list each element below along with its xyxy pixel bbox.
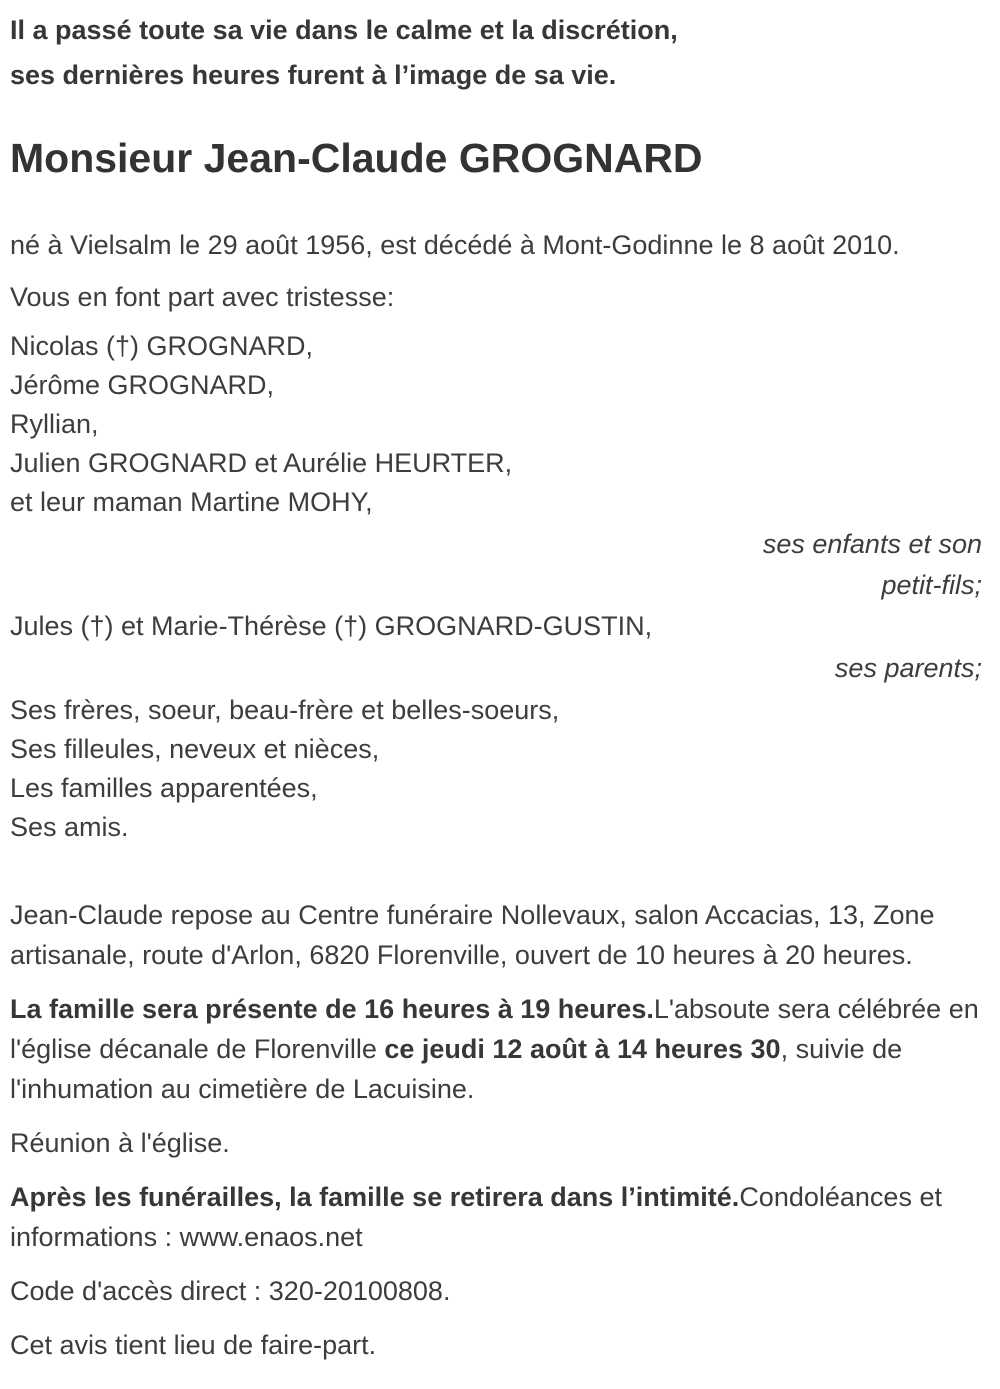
relation-parents-label: ses parents; bbox=[834, 653, 982, 683]
after-funeral-bold: Après les funérailles, la famille se retirera dans l’intimité. bbox=[10, 1182, 740, 1212]
access-code-line: Code d'accès direct : 320-20100808. bbox=[10, 1276, 451, 1306]
relatives-line: Ses amis. bbox=[10, 812, 129, 842]
condolences-text: Condoléances et informations : www.enaos.net bbox=[10, 1182, 942, 1252]
deceased-name-title: Monsieur Jean-Claude GROGNARD bbox=[10, 135, 703, 181]
intro-epitaph bbox=[10, 8, 982, 98]
absoute-text: L'absoute sera célébrée en l'église décanale de Florenville bbox=[10, 994, 979, 1064]
service-paragraph bbox=[10, 989, 982, 1109]
family-member: Julien GROGNARD et Aurélie HEURTER, bbox=[10, 448, 513, 478]
reunion-line: Réunion à l'église. bbox=[10, 1128, 230, 1158]
inhumation-text: , suivie de l'inhumation au cimetière de Lacuisine. bbox=[10, 1034, 903, 1104]
parents-line: Jules (†) et Marie-Thérèse (†) GROGNARD-GUSTIN, bbox=[10, 611, 653, 641]
family-presence-bold: La famille sera présente de 16 heures à 19 heures. bbox=[10, 994, 654, 1024]
family-member: Nicolas (†) GROGNARD, bbox=[10, 331, 314, 361]
ceremony-date-bold: ce jeudi 12 août à 14 heures 30 bbox=[384, 1034, 781, 1064]
family-member: Ryllian, bbox=[10, 409, 99, 439]
repose-paragraph: Jean-Claude repose au Centre funéraire Nollevaux, salon Accacias, 13, Zone artisanale, route d'Arlon, 6820 Florenville, ouvert de 10 heures à 20 heures. bbox=[10, 900, 935, 970]
relatives-line: Ses frères, soeur, beau-frère et belles-soeurs, bbox=[10, 695, 560, 725]
other-relatives-list bbox=[10, 691, 982, 847]
family-member: et leur maman Martine MOHY, bbox=[10, 487, 373, 517]
family-list bbox=[10, 327, 982, 522]
final-note-line: Cet avis tient lieu de faire-part. bbox=[10, 1330, 377, 1360]
intro-line-2: ses dernières heures furent à l’image de sa vie. bbox=[10, 60, 617, 90]
relatives-line: Les familles apparentées, bbox=[10, 773, 318, 803]
relatives-line: Ses filleules, neveux et nièces, bbox=[10, 734, 380, 764]
family-member: Jérôme GROGNARD, bbox=[10, 370, 275, 400]
after-funeral-paragraph bbox=[10, 1177, 982, 1257]
birth-death-line: né à Vielsalm le 29 août 1956, est décédé à Mont-Godinne le 8 août 2010. bbox=[10, 230, 900, 260]
relation-children-label: ses enfants et son petit-fils; bbox=[762, 529, 982, 600]
intro-line-1: Il a passé toute sa vie dans le calme et la discrétion, bbox=[10, 15, 678, 45]
announcement-line: Vous en font part avec tristesse: bbox=[10, 282, 395, 312]
